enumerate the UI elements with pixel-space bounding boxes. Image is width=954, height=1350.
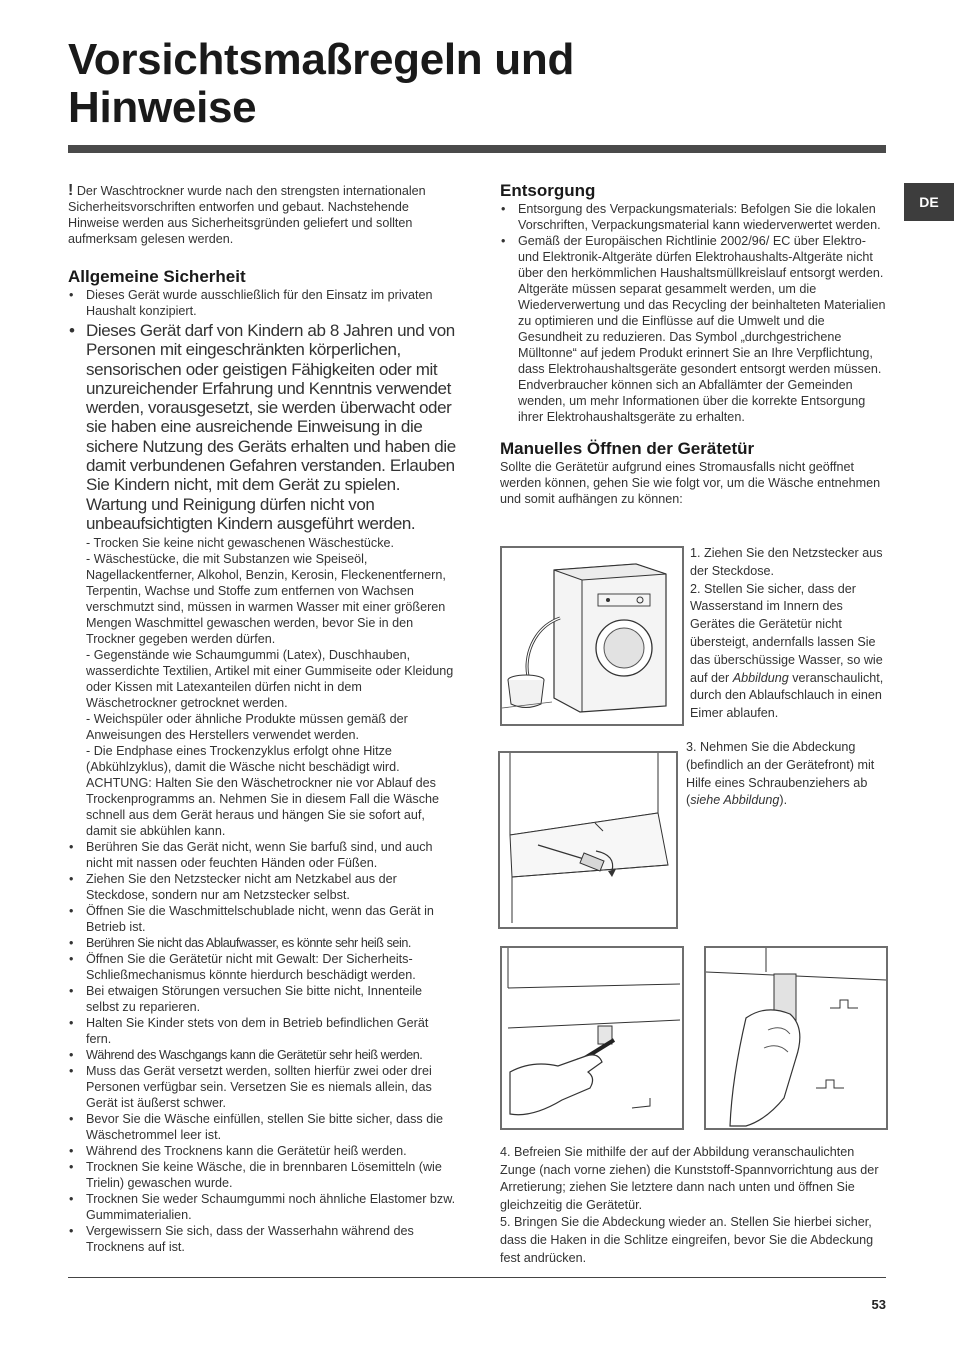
intro-paragraph xyxy=(68,183,456,247)
sub-notes xyxy=(86,535,456,839)
safety-item-children: • Dieses Gerät darf von Kindern ab 8 Jahren und von Personen mit eingeschränkten körperlichen, sensorischen oder geistigen Fähigkeiten oder mit unzureichender Erfahrung und Kenntnis verwendet werden, vorausgesetzt, sie werden überwacht oder sie haben eine ausreichende Einweisung in die sichere Nutzung des Geräts erhalten und haben die damit verbundenen Gefahren verstanden. Erlauben Sie Kindern nicht, mit dem Gerät zu spielen. Wartung und Reinigung dürfen nicht von unbeaufsichtigten Kindern ausgeführt werden. xyxy=(68,321,456,533)
figure-pull-down xyxy=(704,946,888,1130)
heading-allgemeine-sicherheit: Allgemeine Sicherheit xyxy=(68,267,246,286)
right-column xyxy=(500,181,886,507)
step-4: 4. Befreien Sie mithilfe der auf der Abbildung veranschaulichten Zunge (nach vorne ziehen) die Kunststoff-Spannvorrichtung aus der Arretierung; ziehen Sie letztere dann nach unten und öffnen Sie gleichzeitig die Gerätetür. xyxy=(500,1145,879,1212)
safety-list xyxy=(68,287,456,533)
sub-note: - Die Endphase eines Trockenzyklus erfolgt ohne Hitze (Abkühlzyklus), damit die Wäsche nicht beschädigt wird. ACHTUNG: Halten Sie den Wäschetrockner nie vor Ablauf des Trockenprogramms an. Nehmen Sie in diesem Fall die Wäsche schnell aus dem Gerät heraus und hängen Sie sie sofort auf, damit sie abkühlen kann. xyxy=(86,744,439,839)
step-1: 1. Ziehen Sie den Netzstecker aus der Steckdose. xyxy=(690,546,883,578)
safety-item: • Trocknen Sie keine Wäsche, die in brennbaren Lösemitteln (wie Trielin) gewaschen wurde. xyxy=(68,1159,456,1191)
page-title xyxy=(68,36,574,132)
intro-text: Der Waschtrockner wurde nach den strengsten internationalen Sicherheitsvorschriften entworfen und gebaut. Nachstehende Hinweise werden aus Sicherheitsgründen geliefert und sollten aufmerksam gelesen werden. xyxy=(68,184,426,246)
washer-drain-illustration xyxy=(502,548,682,724)
safety-item: • Dieses Gerät wurde ausschließlich für den Einsatz im privaten Haushalt konzipiert. xyxy=(68,287,456,319)
warning-mark: ! xyxy=(68,182,74,199)
step-5: 5. Bringen Sie die Abdeckung wieder an. Stellen Sie hierbei sicher, dass die Haken in die Schlitze eingreifen, bevor Sie die Abdeckung fest andrücken. xyxy=(500,1215,874,1265)
page-title-line1: Vorsichtsmaßregeln und xyxy=(68,35,575,84)
heading-manuelles-oeffnen: Manuelles Öffnen der Gerätetür xyxy=(500,439,755,458)
safety-item: • Berühren Sie das Gerät nicht, wenn Sie barfuß sind, und auch nicht mit nassen oder feuchten Händen oder Füßen. xyxy=(68,839,456,871)
sub-note: - Wäschestücke, die mit Substanzen wie Speiseöl, Nagellackentferner, Alkohol, Benzin, Kerosin, Fleckenentfernern, Terpentin, Wachse und Stoffe zum entfernen von Wachsen verschmutzt sind, müssen in warmen Wasser mit einer größeren Mengen Waschmittel gewaschen werden, bevor Sie in den Trockner gegeben werden dürfen. xyxy=(86,552,446,647)
safety-item: • Öffnen Sie die Waschmittelschublade nicht, wenn das Gerät in Betrieb ist. xyxy=(68,903,456,935)
safety-item: • Während des Waschgangs kann die Gerätetür sehr heiß werden. xyxy=(68,1047,456,1063)
steps-4-5 xyxy=(500,1144,886,1267)
safety-item: • Muss das Gerät versetzt werden, sollten hierfür zwei oder drei Personen verfügbar sein. Versetzen Sie es niemals allein, das Gerät ist äußerst schwer. xyxy=(68,1063,456,1111)
safety-list-continued xyxy=(68,839,456,1255)
page-title-line2: Hinweise xyxy=(68,83,257,132)
manual-intro: Sollte die Gerätetür aufgrund eines Stromausfalls nicht geöffnet werden können, gehen Sie wie folgt vor, um die Wäsche entnehmen und somit aufhängen zu können: xyxy=(500,460,881,506)
step-3: 3. Nehmen Sie die Abdeckung (befindlich an der Gerätefront) mit Hilfe eines Schraubenziehers ab (siehe Abbildung). xyxy=(686,740,875,808)
figure-drain-water xyxy=(500,546,684,726)
safety-item: • Trocknen Sie weder Schaumgummi noch ähnliche Elastomer bzw. Gummimaterialien. xyxy=(68,1191,456,1223)
disposal-item: • Entsorgung des Verpackungsmaterials: Befolgen Sie die lokalen Vorschriften, Verpackungsmaterial kann wiederverwertet werden. xyxy=(500,201,886,233)
pull-down-illustration xyxy=(706,948,886,1128)
disposal-list xyxy=(500,201,886,425)
left-column xyxy=(68,183,456,1255)
language-tab: DE xyxy=(904,183,954,221)
safety-item: • Halten Sie Kinder stets von dem in Betrieb befindlichen Gerät fern. xyxy=(68,1015,456,1047)
step-2: 2. Stellen Sie sicher, dass der Wasserstand im Innern des Gerätes die Gerätetür nicht übersteigt, andernfalls lassen Sie das überschüssige Wasser, so wie auf der Abbildung veranschaulicht, durch den Ablaufschlauch in einen Eimer ablaufen. xyxy=(690,581,884,721)
safety-item: • Bei etwaigen Störungen versuchen Sie bitte nicht, Innenteile selbst zu reparieren. xyxy=(68,983,456,1015)
page-number: 53 xyxy=(871,1297,886,1312)
figure-remove-cover xyxy=(498,751,678,929)
tongue-pull-illustration xyxy=(502,948,682,1128)
footer-rule xyxy=(68,1277,886,1278)
safety-item: • Vergewissern Sie sich, dass der Wasserhahn während des Trocknens auf ist. xyxy=(68,1223,456,1255)
title-rule xyxy=(68,145,886,153)
sub-note: - Trocken Sie keine nicht gewaschenen Wäschestücke. xyxy=(86,536,395,551)
safety-item: • Bevor Sie die Wäsche einfüllen, stellen Sie bitte sicher, dass die Wäschetrommel leer ist. xyxy=(68,1111,456,1143)
steps-1-3 xyxy=(690,545,886,723)
safety-item: • Während des Trocknens kann die Gerätetür heiß werden. xyxy=(68,1143,456,1159)
heading-entsorgung: Entsorgung xyxy=(500,181,596,200)
safety-item: • Öffnen Sie die Gerätetür nicht mit Gewalt: Der Sicherheits-Schließmechanismus könnte hierdurch beschädigt werden. xyxy=(68,951,456,983)
safety-item: • Berühren Sie nicht das Ablaufwasser, es könnte sehr heiß sein. xyxy=(68,935,456,951)
disposal-item: • Gemäß der Europäischen Richtlinie 2002/96/ EC über Elektro- und Elektronik-Altgeräte dürfen Elektrohaushalts-Altgeräte nicht über den herkömmlichen Haushaltsmüllkreislauf entsorgt werden. Altgeräte müssen separat gesammelt werden, um die Wiederverwertung und das Recycling der beinhalteten Materialien zu optimieren und die Einflüsse auf die Umwelt und die Gesundheit zu reduzieren. Das Symbol „durchgestrichene Mülltonne“ auf jedem Produkt erinnert Sie an Ihre Verpflichtung, dass Elektrohaushaltsgeräte gesondert entsorgt werden müssen. Endverbraucher können sich an Abfallämter der Gemeinden wenden, um mehr Informationen über die korrekte Entsorgung ihrer Elektrohaushaltsgeräte zu erhalten. xyxy=(500,233,886,425)
sub-note: - Weichspüler oder ähnliche Produkte müssen gemäß der Anweisungen des Herstellers verwendet werden. xyxy=(86,712,408,743)
figure-pull-tongue xyxy=(500,946,684,1130)
sub-note: - Gegenstände wie Schaumgummi (Latex), Duschhauben, wasserdichte Textilien, Artikel mit einer Gummiseite oder Kleidung oder Kissen mit Latexanteilen dürfen nicht in dem Wäschetrockner getrocknet werden. xyxy=(86,648,454,711)
safety-item: • Ziehen Sie den Netzstecker nicht am Netzkabel aus der Steckdose, sondern nur am Netzstecker selbst. xyxy=(68,871,456,903)
cover-screwdriver-illustration xyxy=(500,753,676,927)
